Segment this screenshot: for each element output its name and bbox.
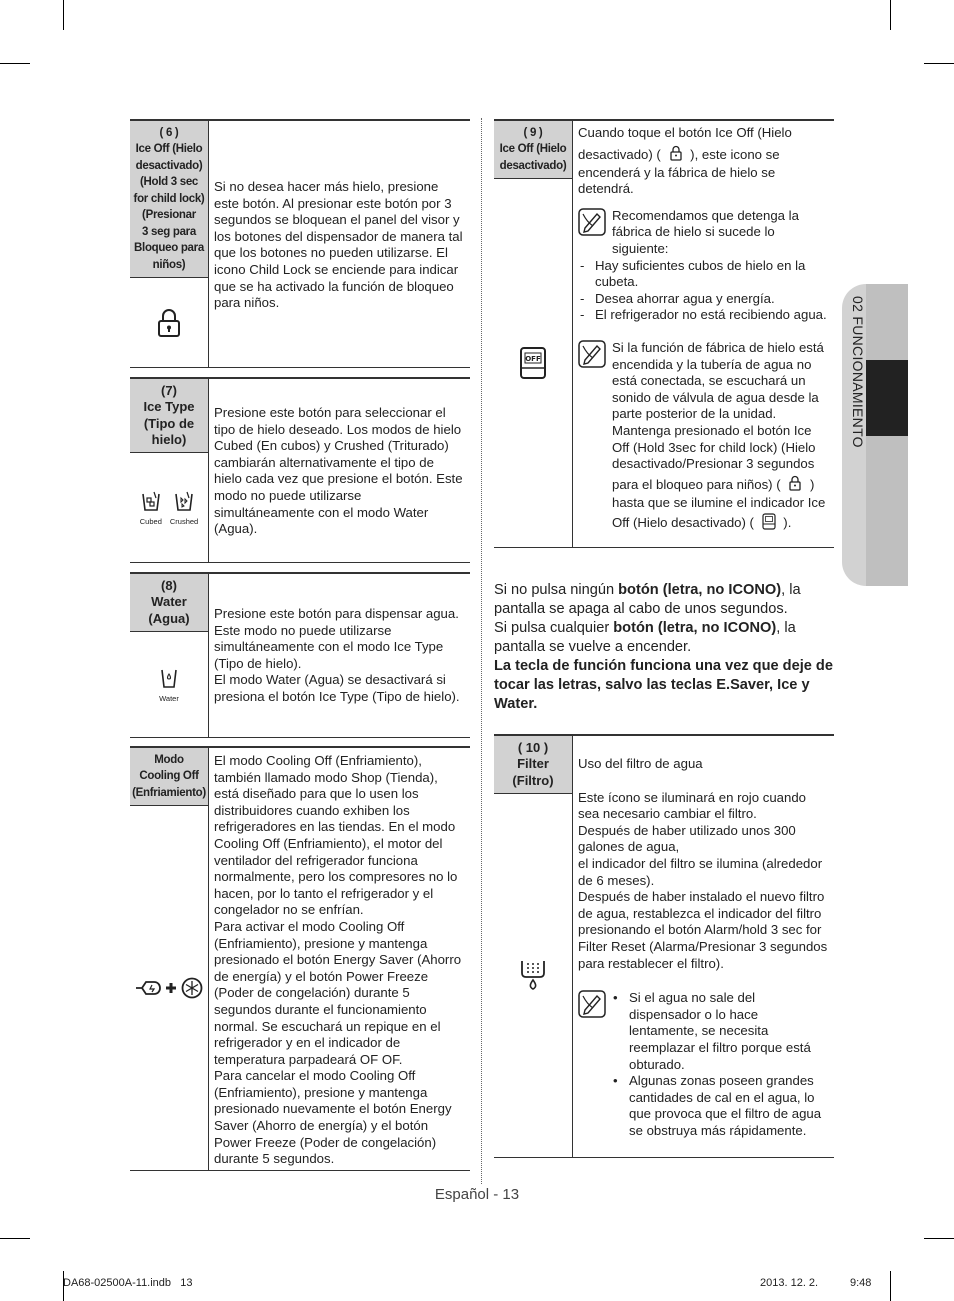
list-item: - Desea ahorrar agua y energía. <box>578 291 828 308</box>
crop-mark <box>0 1238 30 1239</box>
list-item: • Si el agua no sale del dispensador o lo hace lentamente, se necesita reemplazar el filtro porque está obturado. <box>578 990 828 1073</box>
list-item: - El refrigerador no está recibiendo agua. <box>578 307 828 324</box>
block-left-column <box>130 574 209 737</box>
note-recommendation: Recomendamos que detenga la fábrica de hielo si sucede lo siguiente: <box>578 208 828 258</box>
block-ice-off <box>494 119 834 548</box>
note-icon <box>578 340 606 373</box>
imprint-file: DA68-02500A-11.indb 13 <box>63 1277 193 1289</box>
padlock-icon <box>130 278 208 367</box>
block-ice-off-child-lock <box>130 119 470 368</box>
crop-mark <box>890 0 891 30</box>
block-left-column <box>130 748 209 1170</box>
block-heading: (7) Ice Type (Tipo de hielo) <box>130 379 208 453</box>
intro-line-3: encenderá y la fábrica de hielo se detendrá. <box>578 164 776 197</box>
small-padlock-icon <box>669 145 683 161</box>
water-cup-icon <box>130 632 208 737</box>
imprint-time: 9:48 <box>850 1277 872 1289</box>
ice-type-icon <box>130 453 208 562</box>
block-heading: ( 9 ) Ice Off (Hielo desactivado) <box>494 121 572 179</box>
filter-icon <box>494 794 572 1157</box>
side-tab-marker <box>866 360 908 436</box>
note-icon <box>578 208 606 241</box>
crop-mark <box>0 63 30 64</box>
block-water <box>130 572 470 738</box>
ice-off-icon <box>494 179 572 547</box>
cubed-label: Cubed <box>139 516 162 526</box>
crop-mark <box>890 1271 891 1301</box>
list-item: - Hay suficientes cubos de hielo en la cubeta. <box>578 258 828 291</box>
block-cooling-off <box>130 746 470 1171</box>
block-description <box>578 756 828 1139</box>
column-divider <box>481 118 482 1184</box>
intro-line-1: Cuando toque el botón Ice Off (Hielo <box>578 125 792 140</box>
small-ice-off-icon <box>762 513 776 530</box>
block-description: Si no desea hacer más hielo, presione este botón. Al presionar este botón por 3 segundos se bloquean el panel del visor y los botones del dispensador de manera tal que los botones no pueden utilizarse. El icono Child Lock se enciende para indicar que se ha activado la función de bloqueo para niños. <box>214 179 463 311</box>
side-tab-label: 02 FUNCIONAMIENTO <box>850 296 866 448</box>
block-left-column <box>494 121 573 547</box>
water-label: Water <box>159 693 179 703</box>
filter-text: Este ícono se iluminará en rojo cuando sea necesario cambiar el filtro. Después de haber utilizado unos 300 galones de agua, el indicador del filtro se ilumina (alrededor de 6 meses). Después de haber instalado el nuevo filtro de agua, restablezca el indicador del filtro presionando el botón Alarm/hold 3 sec for Filter Reset (Alarma/Presionar 3 segundos para restablecer el filtro). <box>578 789 828 971</box>
block-filter <box>494 734 834 1158</box>
block-description: El modo Cooling Off (Enfriamiento), también llamado modo Shop (Tienda), está diseñado para que lo usen los distribuidores cuando exhiben los refrigeradores en las tiendas. En el modo Cooling Off (Enfriamiento), el motor del ventilador del refrigerador funciona normalmente, pero los compresores no lo hacen, por lo tanto el refrigerador y el congelador no se enfrían. Para activar el modo Cooling Off (Enfriamiento), presione y mantenga presionado el botón Energy Saver (Ahorro de energía) y el botón Power Freeze (Poder de congelación) durante 5 segundos durante el funcionamiento normal. Se escuchará un repique en el refrigerador y en el indicador de temperatura parpadeará OF OF. Para cancelar el modo Cooling Off (Enfriamiento), presione y mantenga presionado nuevamente el botón Energy Saver (Ahorro de energía) y el botón Power Freeze (Poder de congelación) durante 5 segundos. <box>214 753 462 1167</box>
display-notes: Si no pulsa ningún botón (letra, no ICONO), la pantalla se apaga al cabo de unos segundos. Si pulsa cualquier botón (letra, no ICONO), la pantalla se vuelve a encender. La tecla de función funciona una vez que deje de tocar las letras, salvo las teclas E.Saver, Ice y Water. <box>494 582 833 712</box>
block-heading: ( 10 ) Filter (Filtro) <box>494 736 572 794</box>
intro-line-2: desactivado) ( ), este icono se <box>578 146 780 162</box>
small-padlock-icon <box>788 475 802 491</box>
block-left-column <box>494 736 573 1157</box>
crop-mark <box>924 63 954 64</box>
crop-mark <box>63 0 64 30</box>
crushed-label: Crushed <box>169 516 199 526</box>
page-number: Español - 13 <box>434 1186 520 1203</box>
block-left-column <box>130 379 209 562</box>
block-heading: (8) Water (Agua) <box>130 574 208 632</box>
svg-text:OFF: OFF <box>525 355 541 363</box>
block-description: Presione este botón para dispensar agua. Este modo no puede utilizarse simultáneamente con el modo Ice Type (Tipo de hielo). El modo Water (Agua) se desactivará si presiona el botón Ice Type (Tipo de hielo). <box>214 606 460 704</box>
list-item: • Algunas zonas poseen grandes cantidades de cal en el agua, lo que provoca que el filtro de agua se obstruya más rápidamente. <box>578 1073 828 1139</box>
filter-title: Uso del filtro de agua <box>578 756 703 771</box>
note-water-valve: Si la función de fábrica de hielo está encendida y la tubería de agua no está conectada, se escuchará un sonido de válvula de agua desde la parte posterior de la unidad. Mantenga presionado el botón Ice Off (Hold 3sec for child lock) (Hielo desactivado/Presionar 3 segundos para el bloqueo para niños) ( ) hasta que se ilumine el indicador Ice Off (Hielo desactivado) ( ). <box>578 340 828 533</box>
block-ice-type <box>130 377 470 563</box>
crop-mark <box>924 1238 954 1239</box>
block-description: Presione este botón para seleccionar el tipo de hielo deseado. Los modos de hielo Cubed (En cubos) y Crushed (Triturado) cambiarán alternativamente el tipo de hielo cada vez que presione el botón. Este modo no puede utilizarse simultáneamente con el modo Water (Agua). <box>214 405 463 537</box>
block-description <box>578 125 828 533</box>
block-heading: Modo Cooling Off (Enfriamiento) <box>130 748 208 806</box>
imprint-date: 2013. 12. 2. <box>760 1277 819 1289</box>
block-left-column <box>130 121 209 367</box>
block-heading: ( 6 ) Ice Off (Hielo desactivado) (Hold 3 sec for child lock) (Presionar 3 seg para Bloqueo para niños) <box>130 121 208 278</box>
note-filter <box>578 990 828 1139</box>
energy-saver-plus-freeze-icon <box>130 806 208 1170</box>
